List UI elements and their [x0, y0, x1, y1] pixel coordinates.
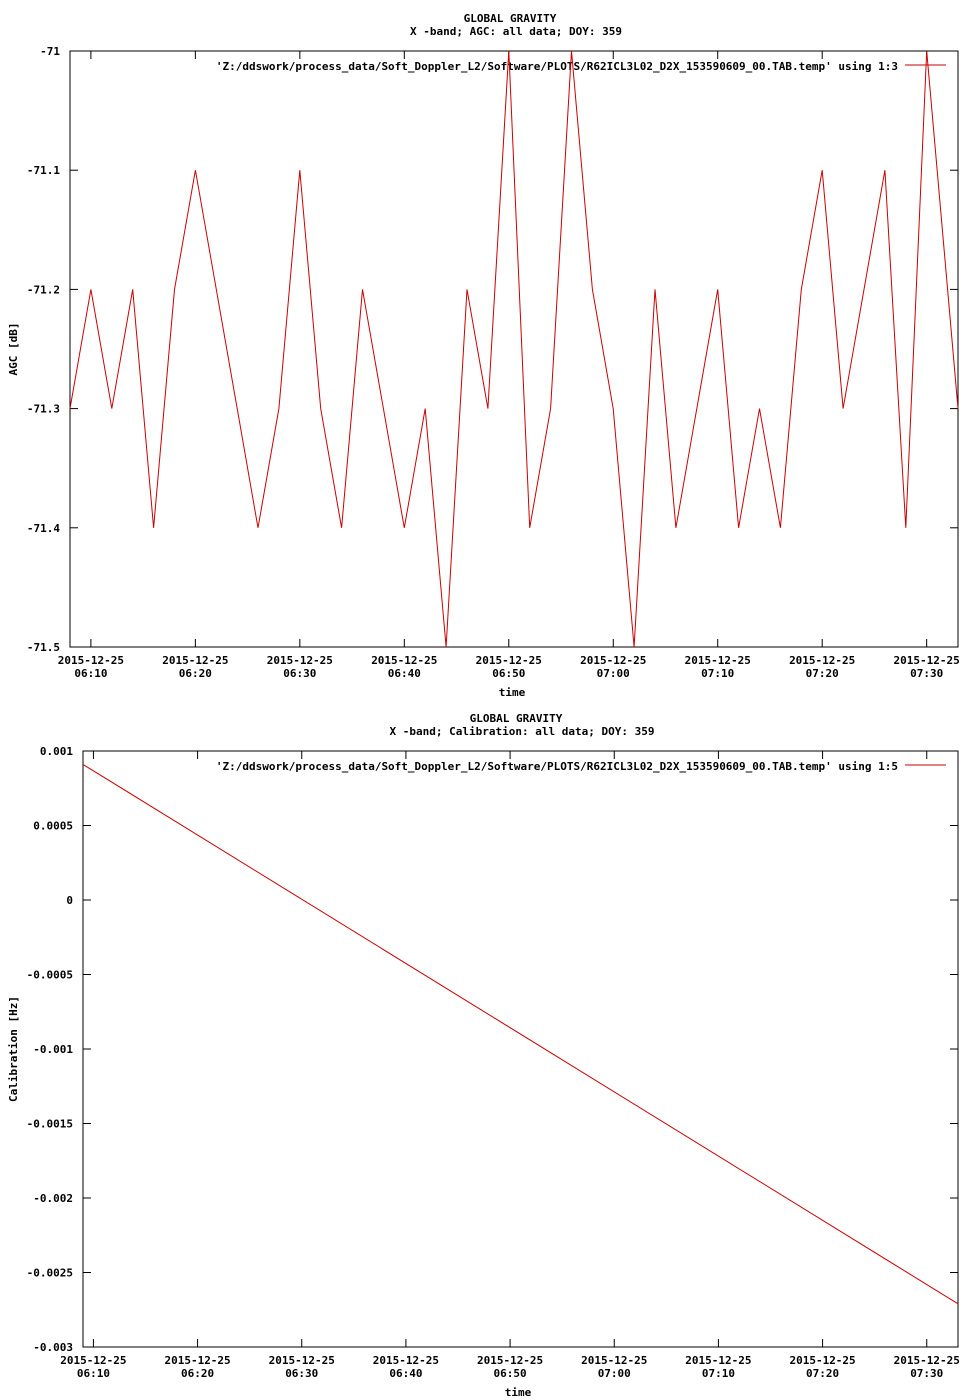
x-axis — [60, 751, 960, 1380]
y-tick-label: 0.001 — [39, 745, 73, 758]
x-tick-date: 2015-12-25 — [581, 1354, 648, 1367]
x-tick-date: 2015-12-25 — [371, 654, 438, 667]
x-tick-time: 07:10 — [701, 1367, 735, 1380]
x-tick-time: 06:40 — [389, 1367, 423, 1380]
x-tick-time: 07:00 — [597, 1367, 631, 1380]
x-tick-date: 2015-12-25 — [164, 1354, 231, 1367]
x-tick-date: 2015-12-25 — [372, 1354, 440, 1367]
series-line-agc — [70, 51, 958, 647]
y-tick-label: -0.001 — [33, 1043, 73, 1056]
x-tick-time: 07:20 — [806, 1367, 840, 1380]
x-tick-time: 06:30 — [283, 667, 317, 680]
plot-frame — [83, 751, 958, 1347]
x-tick-time: 06:50 — [493, 1367, 527, 1380]
y-tick-label: -71.2 — [26, 283, 60, 297]
x-tick-time: 07:20 — [805, 667, 839, 680]
x-tick-time: 06:40 — [387, 667, 421, 680]
y-tick-label: 0 — [66, 894, 73, 907]
y-axis — [27, 45, 958, 654]
x-tick-date: 2015-12-25 — [580, 654, 647, 667]
y-tick-label: -71.4 — [26, 521, 60, 535]
x-tick-time: 06:50 — [492, 667, 526, 680]
x-tick-time: 06:20 — [178, 667, 212, 680]
x-tick-date: 2015-12-25 — [685, 1354, 752, 1367]
y-axis-label: Calibration [Hz] — [7, 996, 20, 1102]
x-axis — [58, 51, 960, 680]
x-tick-date: 2015-12-25 — [268, 1354, 335, 1367]
y-tick-label: -0.003 — [33, 1341, 73, 1354]
x-tick-date: 2015-12-25 — [162, 654, 229, 667]
x-tick-time: 06:20 — [181, 1367, 215, 1380]
x-tick-time: 06:10 — [74, 667, 108, 680]
x-tick-date: 2015-12-25 — [789, 654, 856, 667]
legend-label: 'Z:/ddswork/process_data/Soft_Doppler_L2/Software/PLOTS/R62ICL3L02_D2X_153590609_00.TAB.temp' using 1:3 — [215, 60, 898, 73]
chart-subtitle: X -band; Calibration: all data; DOY: 359 — [389, 725, 655, 738]
x-tick-date: 2015-12-25 — [57, 654, 125, 667]
y-tick-label: -0.0005 — [26, 968, 73, 982]
chart-title: GLOBAL GRAVITY — [469, 712, 563, 725]
x-tick-time: 07:30 — [910, 667, 944, 680]
x-axis-label: time — [498, 686, 526, 699]
legend-label: 'Z:/ddswork/process_data/Soft_Doppler_L2/Software/PLOTS/R62ICL3L02_D2X_153590609_00.TAB.temp' using 1:5 — [215, 760, 898, 773]
series-line-calibration — [83, 764, 958, 1303]
x-tick-time: 07:00 — [596, 667, 630, 680]
x-tick-time: 06:30 — [285, 1367, 319, 1380]
y-tick-label: -71 — [40, 45, 60, 58]
y-axis-label: AGC [dB] — [7, 322, 20, 376]
y-tick-label: -0.0015 — [26, 1117, 73, 1131]
y-tick-label: -0.002 — [33, 1192, 73, 1205]
x-tick-date: 2015-12-25 — [60, 1354, 127, 1367]
x-tick-date: 2015-12-25 — [893, 1354, 960, 1367]
agc-chart — [7, 12, 960, 699]
y-axis — [27, 745, 958, 1354]
chart-title: GLOBAL GRAVITY — [463, 12, 557, 25]
x-tick-date: 2015-12-25 — [684, 654, 751, 667]
x-tick-date: 2015-12-25 — [893, 654, 960, 667]
x-tick-date: 2015-12-25 — [789, 1354, 856, 1367]
y-tick-label: -71.5 — [26, 641, 60, 654]
y-tick-label: -71.3 — [26, 402, 60, 416]
chart-subtitle: X -band; AGC: all data; DOY: 359 — [410, 25, 622, 38]
x-tick-date: 2015-12-25 — [266, 654, 333, 667]
plot-frame — [70, 51, 958, 647]
y-tick-label: -0.0025 — [26, 1266, 73, 1280]
calibration-chart — [7, 712, 960, 1399]
y-tick-label: 0.0005 — [33, 819, 73, 833]
x-tick-date: 2015-12-25 — [476, 1354, 544, 1367]
x-tick-date: 2015-12-25 — [475, 654, 542, 667]
y-tick-label: -71.1 — [26, 164, 60, 178]
x-tick-time: 06:10 — [76, 1367, 110, 1380]
x-axis-label: time — [504, 1386, 532, 1399]
x-tick-time: 07:30 — [910, 1367, 944, 1380]
x-tick-time: 07:10 — [701, 667, 735, 680]
